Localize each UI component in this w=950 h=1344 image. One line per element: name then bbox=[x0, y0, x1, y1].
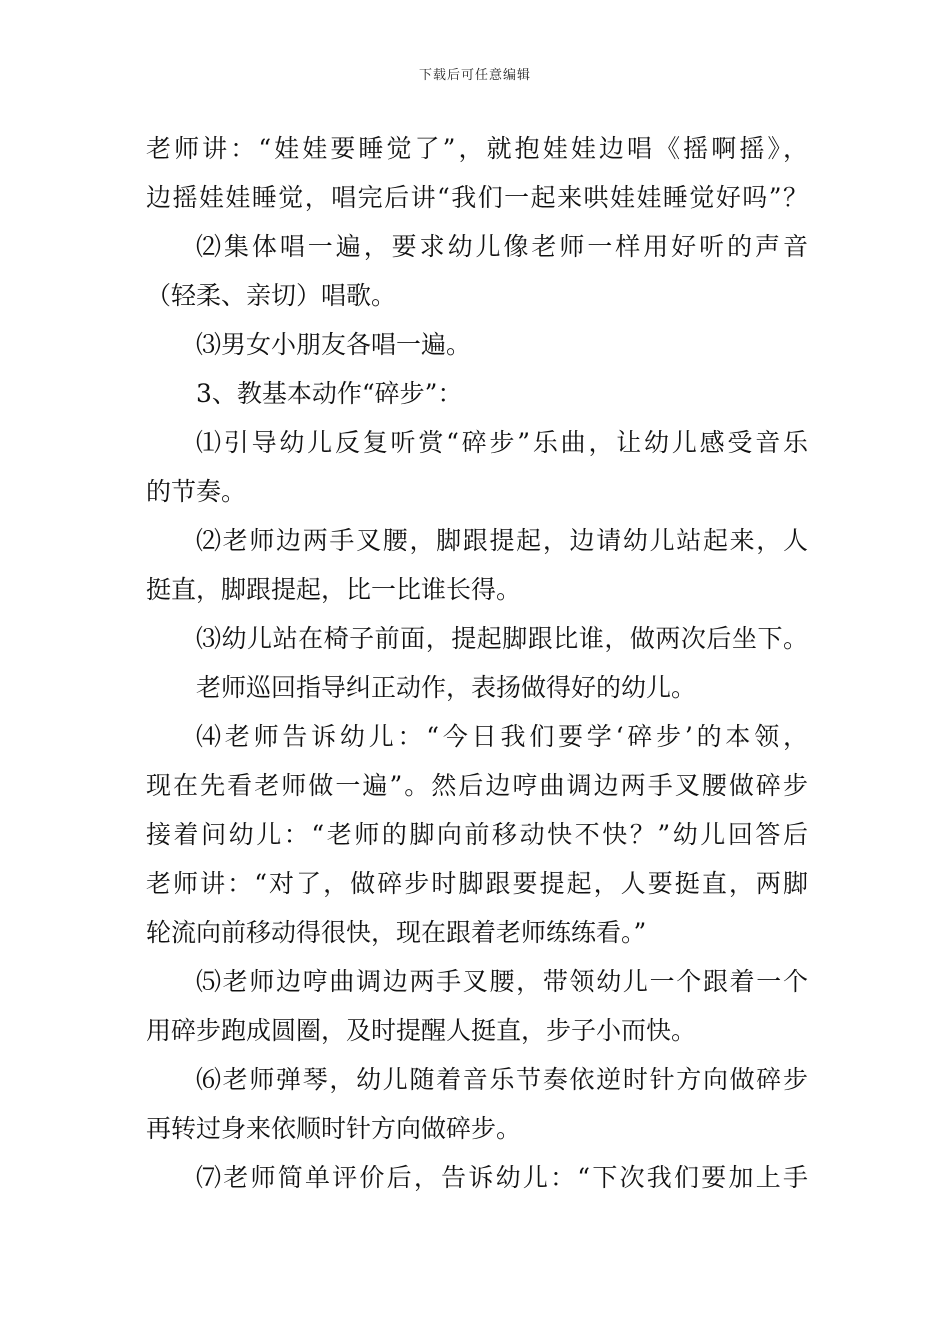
text-line: 3、教基本动作“碎步”： bbox=[196, 379, 463, 408]
text-line: ⑵老师边两手叉腰，脚跟提起，边请幼儿站起来，人 bbox=[196, 526, 808, 555]
text-line: ⑸老师边哼曲调边两手叉腰，带领幼儿一个跟着一个 bbox=[196, 967, 808, 996]
page-header: 下载后可任意编辑 bbox=[418, 68, 531, 83]
text-line: 边摇娃娃睡觉，唱完后讲“我们一起来哄娃娃睡觉好吗”？ bbox=[146, 183, 808, 212]
text-line: 老师讲：“对了，做碎步时脚跟要提起，人要挺直，两脚 bbox=[146, 869, 808, 898]
text-line: 老师讲：“娃娃要睡觉了”，就抱娃娃边唱《摇啊摇》， bbox=[146, 134, 808, 163]
text-line: （轻柔、亲切）唱歌。 bbox=[146, 281, 397, 310]
text-line: 接着问幼儿：“老师的脚向前移动快不快？”幼儿回答后 bbox=[146, 820, 808, 849]
text-line: ⑶幼儿站在椅子前面，提起脚跟比谁，做两次后坐下。 bbox=[196, 624, 808, 653]
text-line: ⑺老师简单评价后，告诉幼儿：“下次我们要加上手 bbox=[196, 1163, 808, 1192]
text-line: ⑶男女小朋友各唱一遍。 bbox=[196, 330, 472, 359]
text-line: 现在先看老师做一遍”。然后边哼曲调边两手叉腰做碎步 bbox=[146, 771, 808, 800]
text-line: 用碎步跑成圆圈，及时提醒人挺直，步子小而快。 bbox=[146, 1016, 697, 1045]
text-line: ⑹老师弹琴，幼儿随着音乐节奏依逆时针方向做碎步 bbox=[196, 1065, 808, 1094]
text-line: 挺直，脚跟提起，比一比谁长得。 bbox=[146, 575, 522, 604]
text-line: 老师巡回指导纠正动作，表扬做得好的幼儿。 bbox=[196, 673, 697, 702]
text-line: 轮流向前移动得很快，现在跟着老师练练看。” bbox=[146, 918, 647, 947]
text-line: ⑴引导幼儿反复听赏“碎步”乐曲，让幼儿感受音乐 bbox=[196, 428, 808, 457]
text-line: ⑷老师告诉幼儿：“今日我们要学‘碎步’的本领， bbox=[196, 722, 808, 751]
text-line: ⑵集体唱一遍，要求幼儿像老师一样用好听的声音 bbox=[196, 232, 808, 261]
text-line: 的节奏。 bbox=[146, 477, 247, 506]
text-line: 再转过身来依顺时针方向做碎步。 bbox=[146, 1114, 522, 1143]
document-body bbox=[146, 124, 808, 1202]
